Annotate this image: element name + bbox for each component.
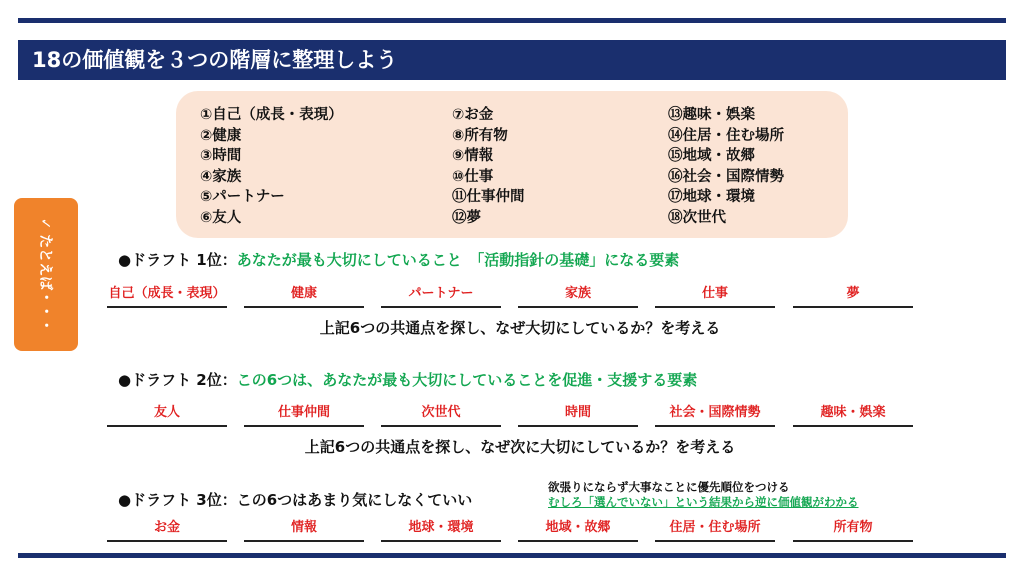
- value-item: ⑭住居・住む場所: [668, 127, 784, 144]
- page-title: 18の価値観を３つの階層に整理しよう: [32, 48, 398, 72]
- title-bar: [18, 40, 1006, 80]
- draft3-slot: 所有物: [793, 518, 913, 542]
- draft3-slot: 情報: [244, 518, 364, 542]
- value-item: ①自己（成長・表現）: [200, 107, 343, 123]
- draft1-slot: 夢: [793, 284, 913, 308]
- draft2-slot: 趣味・娯楽: [793, 403, 913, 427]
- draft2-heading: [118, 370, 697, 390]
- draft2-instruction: 上記6つの共通点を探し、なぜ次に大切にしているか？を考える: [304, 438, 736, 456]
- draft3-slot: 住居・住む場所: [655, 518, 775, 542]
- values-list-box: [176, 91, 848, 238]
- draft3-slot: お金: [107, 518, 227, 542]
- draft1-heading: [118, 250, 679, 270]
- draft3-note-line1: 欲張りにならず大事なことに優先順位をつける: [548, 480, 790, 494]
- values-column-2: [452, 105, 525, 228]
- draft3-desc: この6つはあまり気にしなくていい: [236, 491, 473, 509]
- draft1-desc: あなたが最も大切にしていること 「活動指針の基礎」になる要素: [236, 251, 680, 269]
- value-item: ②健康: [200, 127, 242, 144]
- value-item: ⑤パートナー: [200, 189, 285, 205]
- bottom-rule: [18, 553, 1006, 558]
- value-item: ⑩仕事: [452, 168, 494, 185]
- draft3-heading: [118, 490, 472, 510]
- draft2-label: ●ドラフト 2位：: [118, 371, 237, 389]
- value-item: ⑯社会・国際情勢: [668, 168, 784, 185]
- draft1-slot: 家族: [518, 284, 638, 308]
- draft3-slot: 地域・故郷: [518, 518, 638, 542]
- draft2-slot: 社会・国際情勢: [655, 403, 775, 427]
- draft2-slots: [107, 403, 913, 427]
- example-tag-label: ✓ たとえば・・・: [37, 217, 53, 332]
- draft3-note: [548, 480, 859, 510]
- draft1-instruction: 上記6つの共通点を探し、なぜ大切にしているか？を考える: [319, 319, 721, 337]
- draft2-slot: 仕事仲間: [244, 403, 364, 427]
- values-column-3: [668, 105, 784, 228]
- value-item: ⑮地域・故郷: [668, 148, 755, 164]
- value-item: ⑧所有物: [452, 127, 508, 144]
- draft2-desc: この6つは、あなたが最も大切にしていることを促進・支援する要素: [236, 371, 698, 389]
- value-item: ⑦お金: [452, 107, 494, 123]
- draft3-label: ●ドラフト 3位：: [118, 491, 237, 509]
- draft2-slot: 友人: [107, 403, 227, 427]
- top-rule: [18, 18, 1006, 23]
- value-item: ③時間: [200, 148, 242, 164]
- draft2-slot: 次世代: [381, 403, 501, 427]
- value-item: ⑱次世代: [668, 209, 726, 226]
- value-item: ⑬趣味・娯楽: [668, 107, 755, 123]
- value-item: ⑫夢: [452, 209, 481, 226]
- value-item: ⑨情報: [452, 148, 494, 164]
- draft2-slot: 時間: [518, 403, 638, 427]
- value-item: ④家族: [200, 168, 242, 185]
- draft1-slot: 自己（成長・表現）: [107, 284, 227, 308]
- draft1-slot: パートナー: [381, 284, 501, 308]
- value-item: ⑰地球・環境: [668, 189, 755, 205]
- value-item: ⑥友人: [200, 209, 242, 226]
- draft3-note-line2: むしろ「選んでいない」という結果から逆に価値観がわかる: [548, 495, 859, 509]
- draft1-label: ●ドラフト 1位：: [118, 251, 237, 269]
- draft1-slot: 健康: [244, 284, 364, 308]
- draft1-slot: 仕事: [655, 284, 775, 308]
- values-column-1: [200, 105, 343, 228]
- draft1-slots: [107, 284, 913, 308]
- draft3-slots: [107, 518, 913, 542]
- draft3-slot: 地球・環境: [381, 518, 501, 542]
- value-item: ⑪仕事仲間: [452, 189, 525, 205]
